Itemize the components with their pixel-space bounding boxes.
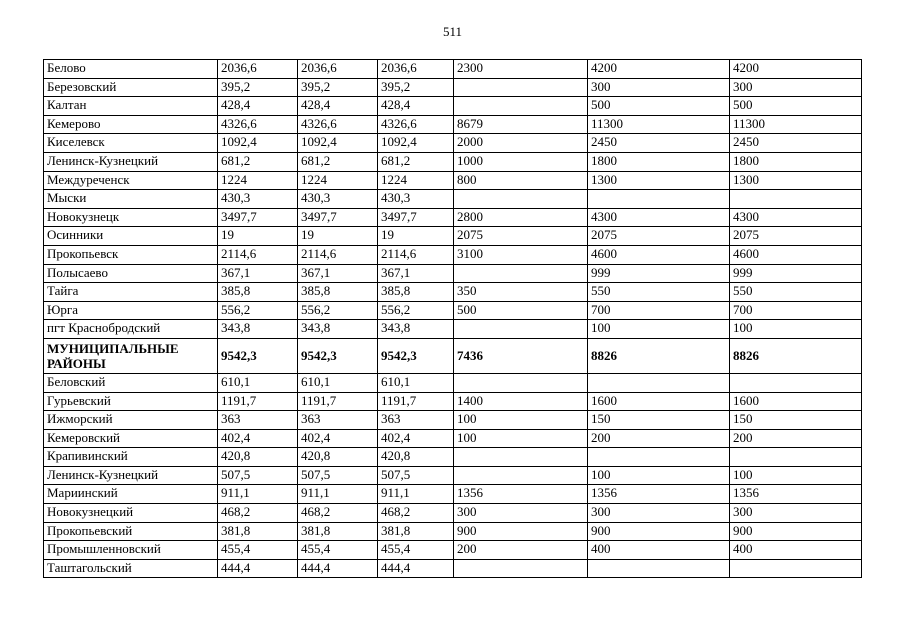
value-cell-4: 100: [454, 429, 588, 448]
value-cell-1: 19: [218, 227, 298, 246]
value-cell-6: 4600: [730, 245, 862, 264]
value-cell-1: 681,2: [218, 152, 298, 171]
municipality-name-cell: Кемеровский: [44, 429, 218, 448]
municipality-name-cell: Ижморский: [44, 411, 218, 430]
value-cell-5: 4300: [588, 208, 730, 227]
table-row: [44, 301, 862, 320]
value-cell-3: 395,2: [378, 78, 454, 97]
value-cell-5: 2450: [588, 134, 730, 153]
value-cell-6: 2075: [730, 227, 862, 246]
table-row: [44, 78, 862, 97]
value-cell-2: 402,4: [298, 429, 378, 448]
value-cell-3: 3497,7: [378, 208, 454, 227]
municipality-name-cell: Междуреченск: [44, 171, 218, 190]
value-cell-2: 367,1: [298, 264, 378, 283]
value-cell-6: [730, 373, 862, 392]
table-row: [44, 115, 862, 134]
table-row: [44, 320, 862, 339]
table-row: [44, 227, 862, 246]
table-row: [44, 134, 862, 153]
value-cell-1: 3497,7: [218, 208, 298, 227]
value-cell-6: 700: [730, 301, 862, 320]
table-row: [44, 559, 862, 578]
value-cell-4: 500: [454, 301, 588, 320]
value-cell-1: 420,8: [218, 448, 298, 467]
value-cell-4: 200: [454, 541, 588, 560]
municipality-name-cell: Тайга: [44, 283, 218, 302]
value-cell-5: 400: [588, 541, 730, 560]
value-cell-2: 3497,7: [298, 208, 378, 227]
table-row: [44, 152, 862, 171]
value-cell-1: 343,8: [218, 320, 298, 339]
value-cell-3: 2036,6: [378, 60, 454, 79]
municipality-name-cell: Таштагольский: [44, 559, 218, 578]
value-cell-1: 2114,6: [218, 245, 298, 264]
value-cell-6: 400: [730, 541, 862, 560]
value-cell-6: 150: [730, 411, 862, 430]
table-row: [44, 208, 862, 227]
value-cell-6: [730, 559, 862, 578]
municipality-name-cell: Мариинский: [44, 485, 218, 504]
value-cell-3: 507,5: [378, 466, 454, 485]
value-cell-5: [588, 559, 730, 578]
value-cell-5: 300: [588, 78, 730, 97]
value-cell-3: 1092,4: [378, 134, 454, 153]
table-row: [44, 245, 862, 264]
value-cell-5: 1800: [588, 152, 730, 171]
value-cell-1: 4326,6: [218, 115, 298, 134]
municipality-name-cell: Киселевск: [44, 134, 218, 153]
table-row: [44, 97, 862, 116]
value-cell-5: 550: [588, 283, 730, 302]
value-cell-5: 700: [588, 301, 730, 320]
value-cell-1: 911,1: [218, 485, 298, 504]
value-cell-5: [588, 373, 730, 392]
municipality-name-cell: Полысаево: [44, 264, 218, 283]
table-row: [44, 171, 862, 190]
value-cell-2: 455,4: [298, 541, 378, 560]
value-cell-3: 468,2: [378, 504, 454, 523]
value-cell-3: 1191,7: [378, 392, 454, 411]
value-cell-2: 385,8: [298, 283, 378, 302]
municipality-name-cell: Гурьевский: [44, 392, 218, 411]
value-cell-1: 395,2: [218, 78, 298, 97]
value-cell-3: 9542,3: [378, 338, 454, 373]
value-cell-3: 556,2: [378, 301, 454, 320]
municipality-name-cell: пгт Краснобродский: [44, 320, 218, 339]
value-cell-2: 1224: [298, 171, 378, 190]
value-cell-2: 468,2: [298, 504, 378, 523]
value-cell-6: 4300: [730, 208, 862, 227]
value-cell-3: 610,1: [378, 373, 454, 392]
table-row: [44, 448, 862, 467]
value-cell-1: 381,8: [218, 522, 298, 541]
municipality-name-cell: Мыски: [44, 190, 218, 209]
table-row: [44, 541, 862, 560]
value-cell-2: 2114,6: [298, 245, 378, 264]
table-row: [44, 466, 862, 485]
value-cell-6: 100: [730, 320, 862, 339]
value-cell-4: 1400: [454, 392, 588, 411]
value-cell-4: [454, 78, 588, 97]
value-cell-2: 911,1: [298, 485, 378, 504]
value-cell-5: [588, 190, 730, 209]
value-cell-6: 11300: [730, 115, 862, 134]
value-cell-4: [454, 190, 588, 209]
value-cell-5: 300: [588, 504, 730, 523]
value-cell-3: 19: [378, 227, 454, 246]
value-cell-2: 19: [298, 227, 378, 246]
value-cell-1: 507,5: [218, 466, 298, 485]
value-cell-6: 8826: [730, 338, 862, 373]
value-cell-3: 385,8: [378, 283, 454, 302]
value-cell-5: 4600: [588, 245, 730, 264]
value-cell-2: 610,1: [298, 373, 378, 392]
value-cell-1: 428,4: [218, 97, 298, 116]
value-cell-4: 100: [454, 411, 588, 430]
value-cell-5: 1300: [588, 171, 730, 190]
value-cell-1: 385,8: [218, 283, 298, 302]
value-cell-2: 2036,6: [298, 60, 378, 79]
value-cell-4: 1356: [454, 485, 588, 504]
value-cell-5: 500: [588, 97, 730, 116]
value-cell-1: 367,1: [218, 264, 298, 283]
municipality-name-cell: Промышленновский: [44, 541, 218, 560]
value-cell-2: 363: [298, 411, 378, 430]
value-cell-5: 8826: [588, 338, 730, 373]
value-cell-4: 1000: [454, 152, 588, 171]
municipality-name-cell: Калтан: [44, 97, 218, 116]
value-cell-3: 681,2: [378, 152, 454, 171]
value-cell-1: 2036,6: [218, 60, 298, 79]
data-table: [43, 59, 862, 578]
value-cell-4: 2800: [454, 208, 588, 227]
value-cell-4: 300: [454, 504, 588, 523]
municipality-name-cell: Юрга: [44, 301, 218, 320]
value-cell-5: 1356: [588, 485, 730, 504]
value-cell-3: 455,4: [378, 541, 454, 560]
value-cell-5: 150: [588, 411, 730, 430]
value-cell-5: 100: [588, 320, 730, 339]
value-cell-6: 2450: [730, 134, 862, 153]
value-cell-6: 200: [730, 429, 862, 448]
value-cell-2: 681,2: [298, 152, 378, 171]
municipality-name-cell: Новокузнецкий: [44, 504, 218, 523]
value-cell-5: 11300: [588, 115, 730, 134]
value-cell-4: 3100: [454, 245, 588, 264]
value-cell-5: 2075: [588, 227, 730, 246]
municipality-name-cell: Ленинск-Кузнецкий: [44, 152, 218, 171]
value-cell-6: [730, 190, 862, 209]
value-cell-6: 1300: [730, 171, 862, 190]
municipality-name-cell: Новокузнецк: [44, 208, 218, 227]
value-cell-3: 381,8: [378, 522, 454, 541]
value-cell-4: [454, 559, 588, 578]
table-row: [44, 283, 862, 302]
value-cell-6: 300: [730, 504, 862, 523]
municipality-name-cell: Беловский: [44, 373, 218, 392]
value-cell-6: 300: [730, 78, 862, 97]
value-cell-1: 468,2: [218, 504, 298, 523]
value-cell-2: 343,8: [298, 320, 378, 339]
value-cell-1: 9542,3: [218, 338, 298, 373]
value-cell-2: 395,2: [298, 78, 378, 97]
value-cell-2: 9542,3: [298, 338, 378, 373]
value-cell-2: 4326,6: [298, 115, 378, 134]
value-cell-6: 4200: [730, 60, 862, 79]
table-row: [44, 190, 862, 209]
value-cell-6: 1356: [730, 485, 862, 504]
value-cell-6: 1800: [730, 152, 862, 171]
value-cell-2: 556,2: [298, 301, 378, 320]
table-row: [44, 411, 862, 430]
value-cell-4: [454, 264, 588, 283]
value-cell-1: 556,2: [218, 301, 298, 320]
municipality-name-cell: Прокопьевск: [44, 245, 218, 264]
value-cell-1: 1092,4: [218, 134, 298, 153]
value-cell-6: 500: [730, 97, 862, 116]
value-cell-6: 1600: [730, 392, 862, 411]
value-cell-5: 999: [588, 264, 730, 283]
value-cell-4: 800: [454, 171, 588, 190]
value-cell-4: [454, 373, 588, 392]
value-cell-3: 367,1: [378, 264, 454, 283]
value-cell-1: 402,4: [218, 429, 298, 448]
value-cell-4: 350: [454, 283, 588, 302]
value-cell-3: 402,4: [378, 429, 454, 448]
municipality-name-cell: Ленинск-Кузнецкий: [44, 466, 218, 485]
value-cell-4: [454, 320, 588, 339]
value-cell-6: 900: [730, 522, 862, 541]
value-cell-3: 363: [378, 411, 454, 430]
value-cell-3: 2114,6: [378, 245, 454, 264]
value-cell-1: 430,3: [218, 190, 298, 209]
value-cell-1: 610,1: [218, 373, 298, 392]
value-cell-1: 455,4: [218, 541, 298, 560]
section-title-cell: МУНИЦИПАЛЬНЫЕ РАЙОНЫ: [44, 338, 218, 373]
municipality-name-cell: Березовский: [44, 78, 218, 97]
value-cell-3: 430,3: [378, 190, 454, 209]
table-body: [44, 60, 862, 578]
value-cell-5: [588, 448, 730, 467]
value-cell-4: [454, 466, 588, 485]
value-cell-4: 2300: [454, 60, 588, 79]
table-row: [44, 522, 862, 541]
value-cell-3: 343,8: [378, 320, 454, 339]
municipality-name-cell: Белово: [44, 60, 218, 79]
value-cell-3: 4326,6: [378, 115, 454, 134]
value-cell-3: 1224: [378, 171, 454, 190]
value-cell-5: 200: [588, 429, 730, 448]
value-cell-2: 381,8: [298, 522, 378, 541]
value-cell-2: 444,4: [298, 559, 378, 578]
table-row: [44, 60, 862, 79]
value-cell-3: 911,1: [378, 485, 454, 504]
value-cell-3: 428,4: [378, 97, 454, 116]
municipality-name-cell: Кемерово: [44, 115, 218, 134]
table-row: [44, 429, 862, 448]
value-cell-6: [730, 448, 862, 467]
value-cell-2: 507,5: [298, 466, 378, 485]
value-cell-2: 1191,7: [298, 392, 378, 411]
value-cell-4: [454, 448, 588, 467]
value-cell-6: 550: [730, 283, 862, 302]
value-cell-5: 1600: [588, 392, 730, 411]
value-cell-2: 420,8: [298, 448, 378, 467]
value-cell-3: 420,8: [378, 448, 454, 467]
value-cell-1: 1224: [218, 171, 298, 190]
page-number: 511: [442, 24, 463, 39]
value-cell-4: 900: [454, 522, 588, 541]
table-row: [44, 504, 862, 523]
value-cell-4: [454, 97, 588, 116]
municipality-name-cell: Осинники: [44, 227, 218, 246]
value-cell-1: 1191,7: [218, 392, 298, 411]
value-cell-4: 8679: [454, 115, 588, 134]
value-cell-6: 100: [730, 466, 862, 485]
value-cell-2: 430,3: [298, 190, 378, 209]
value-cell-2: 1092,4: [298, 134, 378, 153]
municipality-name-cell: Прокопьевский: [44, 522, 218, 541]
municipality-name-cell: Крапивинский: [44, 448, 218, 467]
value-cell-3: 444,4: [378, 559, 454, 578]
value-cell-4: 2075: [454, 227, 588, 246]
value-cell-2: 428,4: [298, 97, 378, 116]
value-cell-4: 2000: [454, 134, 588, 153]
value-cell-5: 900: [588, 522, 730, 541]
table-row: [44, 373, 862, 392]
value-cell-5: 100: [588, 466, 730, 485]
value-cell-1: 444,4: [218, 559, 298, 578]
table-row: [44, 392, 862, 411]
value-cell-1: 363: [218, 411, 298, 430]
table-row: [44, 264, 862, 283]
section-header-row: [44, 338, 862, 373]
value-cell-5: 4200: [588, 60, 730, 79]
value-cell-6: 999: [730, 264, 862, 283]
table-row: [44, 485, 862, 504]
value-cell-4: 7436: [454, 338, 588, 373]
